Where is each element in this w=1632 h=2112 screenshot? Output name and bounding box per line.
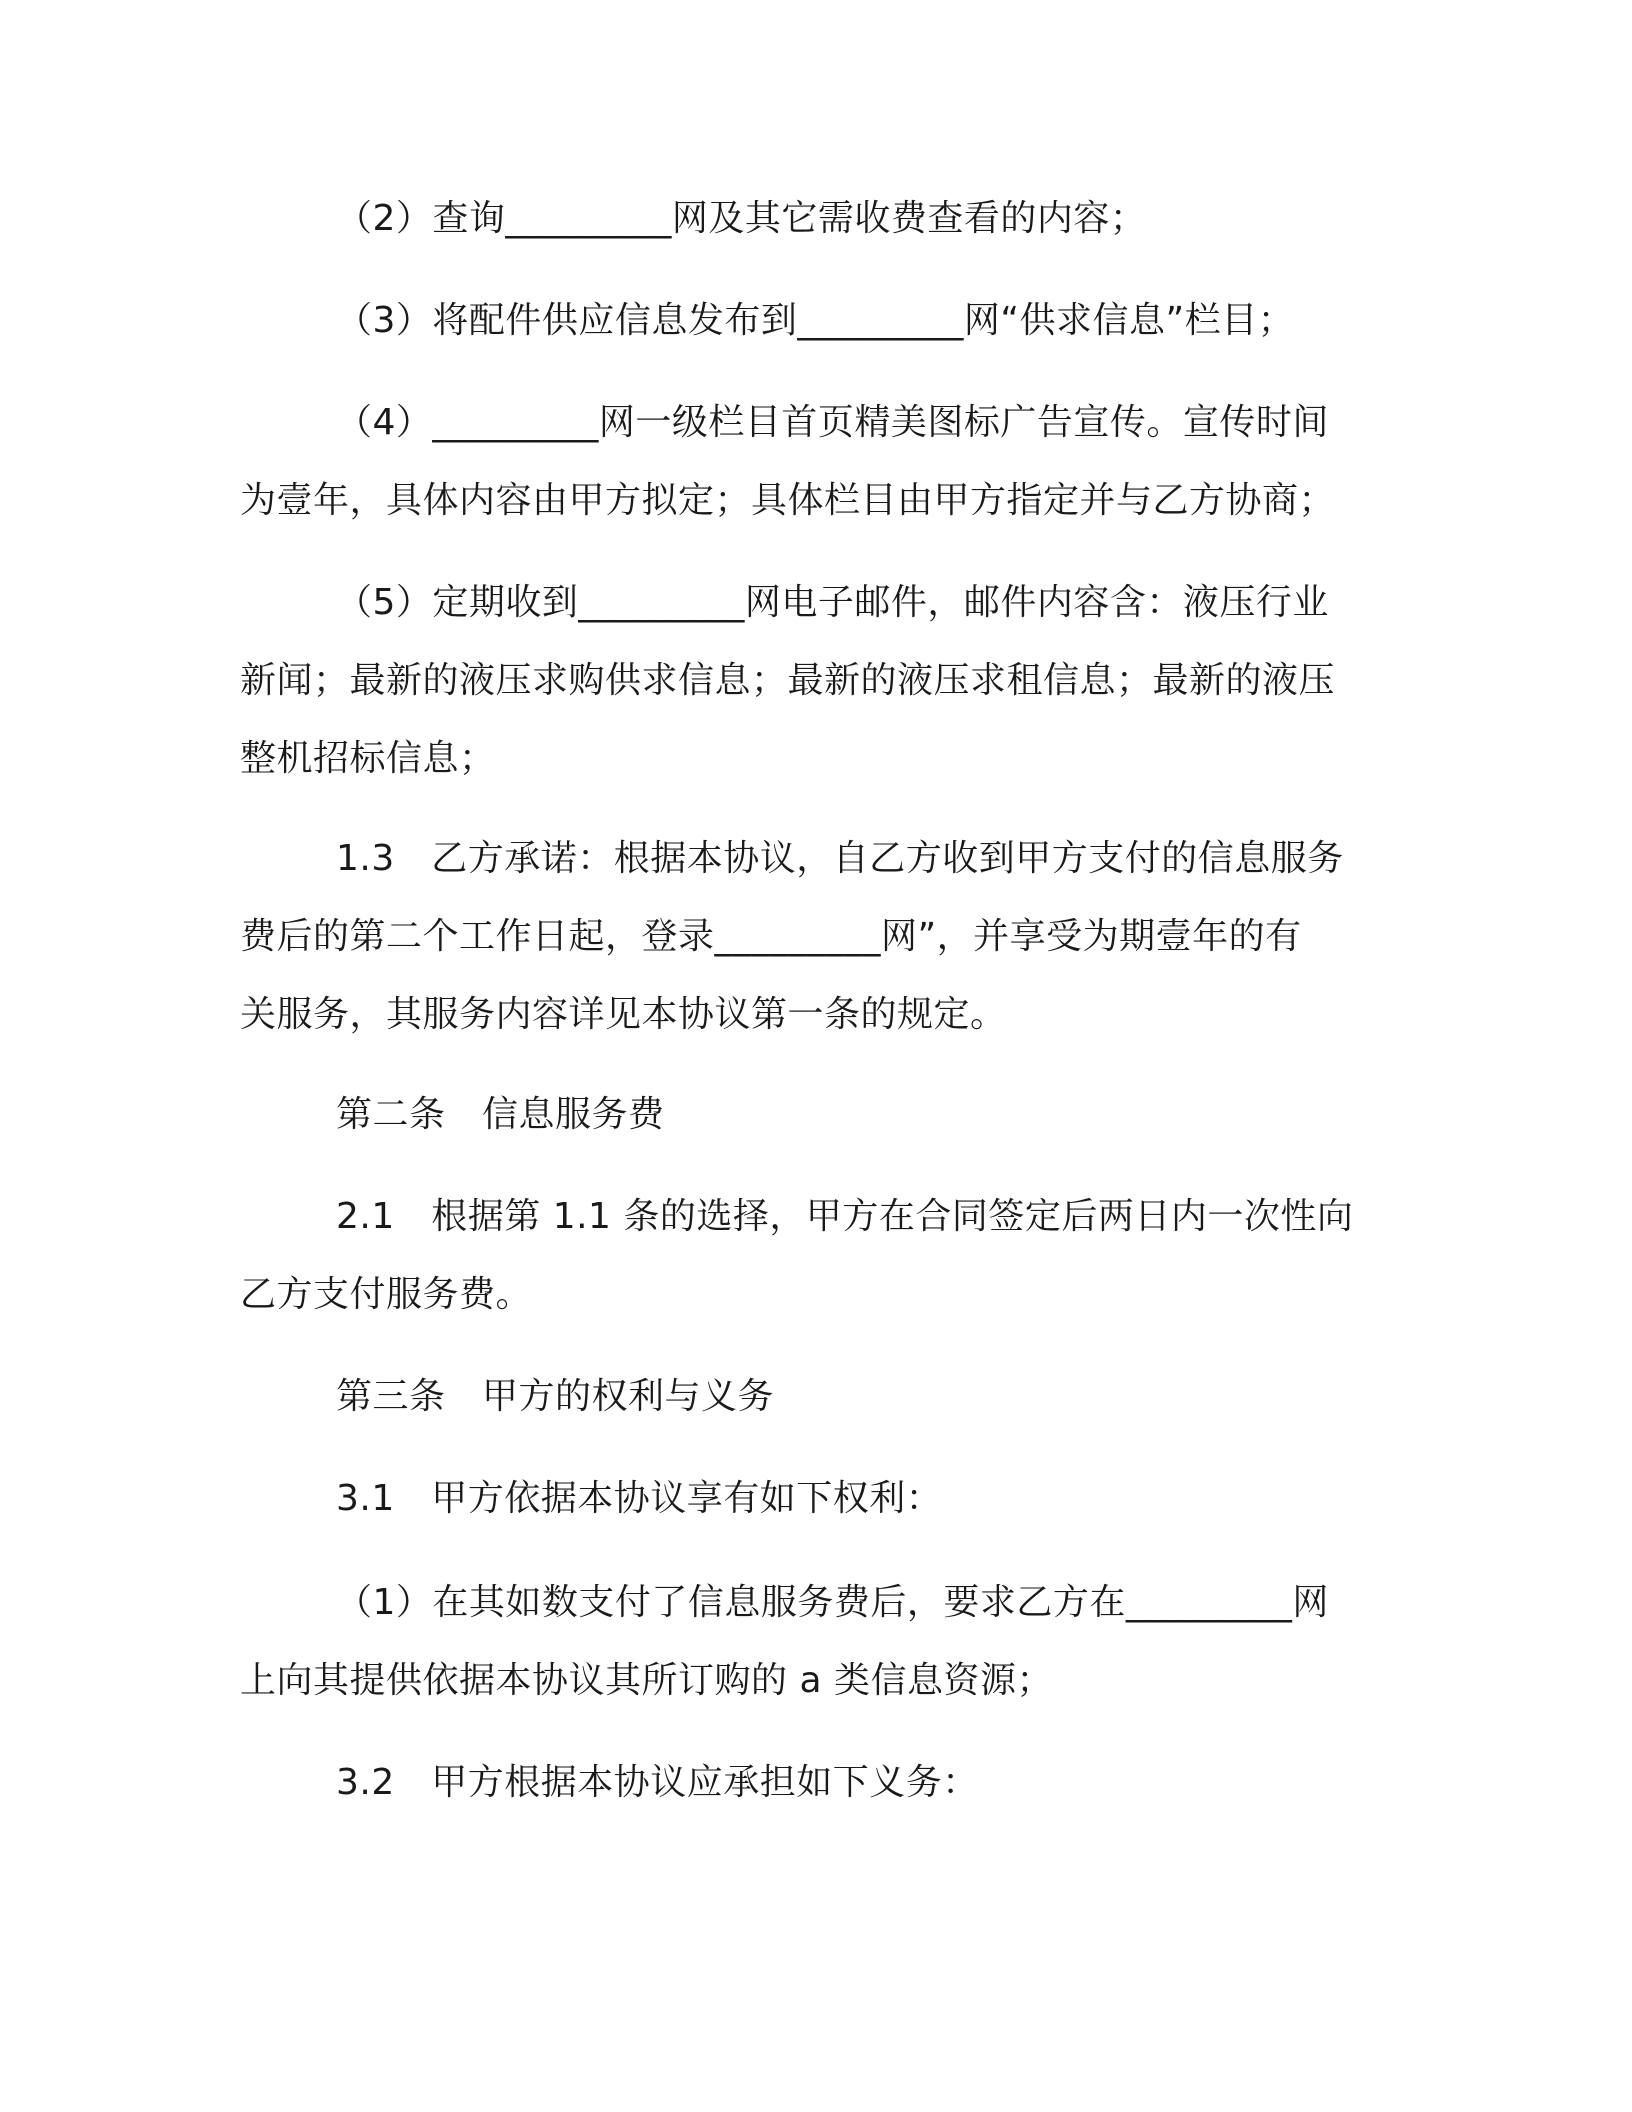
section-heading: 第二条 信息服务费: [336, 1094, 665, 1135]
paragraph-line: 关服务，其服务内容详见本协议第一条的规定。: [240, 994, 1007, 1035]
clause-2-1: [240, 1178, 1360, 1334]
paragraph-line: 乙方支付服务费。: [240, 1274, 533, 1315]
paragraph-line: 费后的第二个工作日起，登录_________网”，并享受为期壹年的有: [240, 916, 1302, 957]
list-item-5: [240, 564, 1360, 798]
paragraph-line: （5）定期收到_________网电子邮件，邮件内容含：液压行业: [336, 582, 1329, 623]
list-item-2: [240, 180, 1360, 258]
paragraph-line: 新闻；最新的液压求购供求信息；最新的液压求租信息；最新的液压: [240, 660, 1336, 701]
list-item-3: [240, 282, 1360, 360]
clause-3-2: [240, 1744, 1360, 1822]
paragraph-line: 为壹年，具体内容由甲方拟定；具体栏目由甲方指定并与乙方协商；: [240, 480, 1336, 521]
clause-3-1: [240, 1460, 1360, 1538]
clause-1-3: [240, 820, 1360, 1054]
section-heading: 第三条 甲方的权利与义务: [336, 1376, 775, 1417]
paragraph-line: （2）查询_________网及其它需收费查看的内容；: [336, 198, 1147, 239]
paragraph-line: 整机招标信息；: [240, 738, 496, 779]
article-3-heading: [240, 1358, 1360, 1436]
paragraph-line: 3.1 甲方依据本协议享有如下权利：: [336, 1478, 943, 1519]
article-2-heading: [240, 1076, 1360, 1154]
paragraph-line: 上向其提供依据本协议其所订购的 a 类信息资源；: [240, 1660, 1053, 1701]
paragraph-line: （1）在其如数支付了信息服务费后，要求乙方在_________网: [336, 1582, 1329, 1623]
paragraph-line: （4）_________网一级栏目首页精美图标广告宣传。宣传时间: [336, 402, 1329, 443]
list-item-4: [240, 384, 1360, 540]
paragraph-line: 1.3 乙方承诺：根据本协议，自乙方收到甲方支付的信息服务: [336, 838, 1344, 879]
paragraph-line: （3）将配件供应信息发布到_________网“供求信息”栏目；: [336, 300, 1295, 341]
paragraph-line: 3.2 甲方根据本协议应承担如下义务：: [336, 1762, 979, 1803]
paragraph-line: 2.1 根据第 1.1 条的选择，甲方在合同签定后两日内一次性向: [336, 1196, 1354, 1237]
list-item-3-1-1: [240, 1564, 1360, 1720]
